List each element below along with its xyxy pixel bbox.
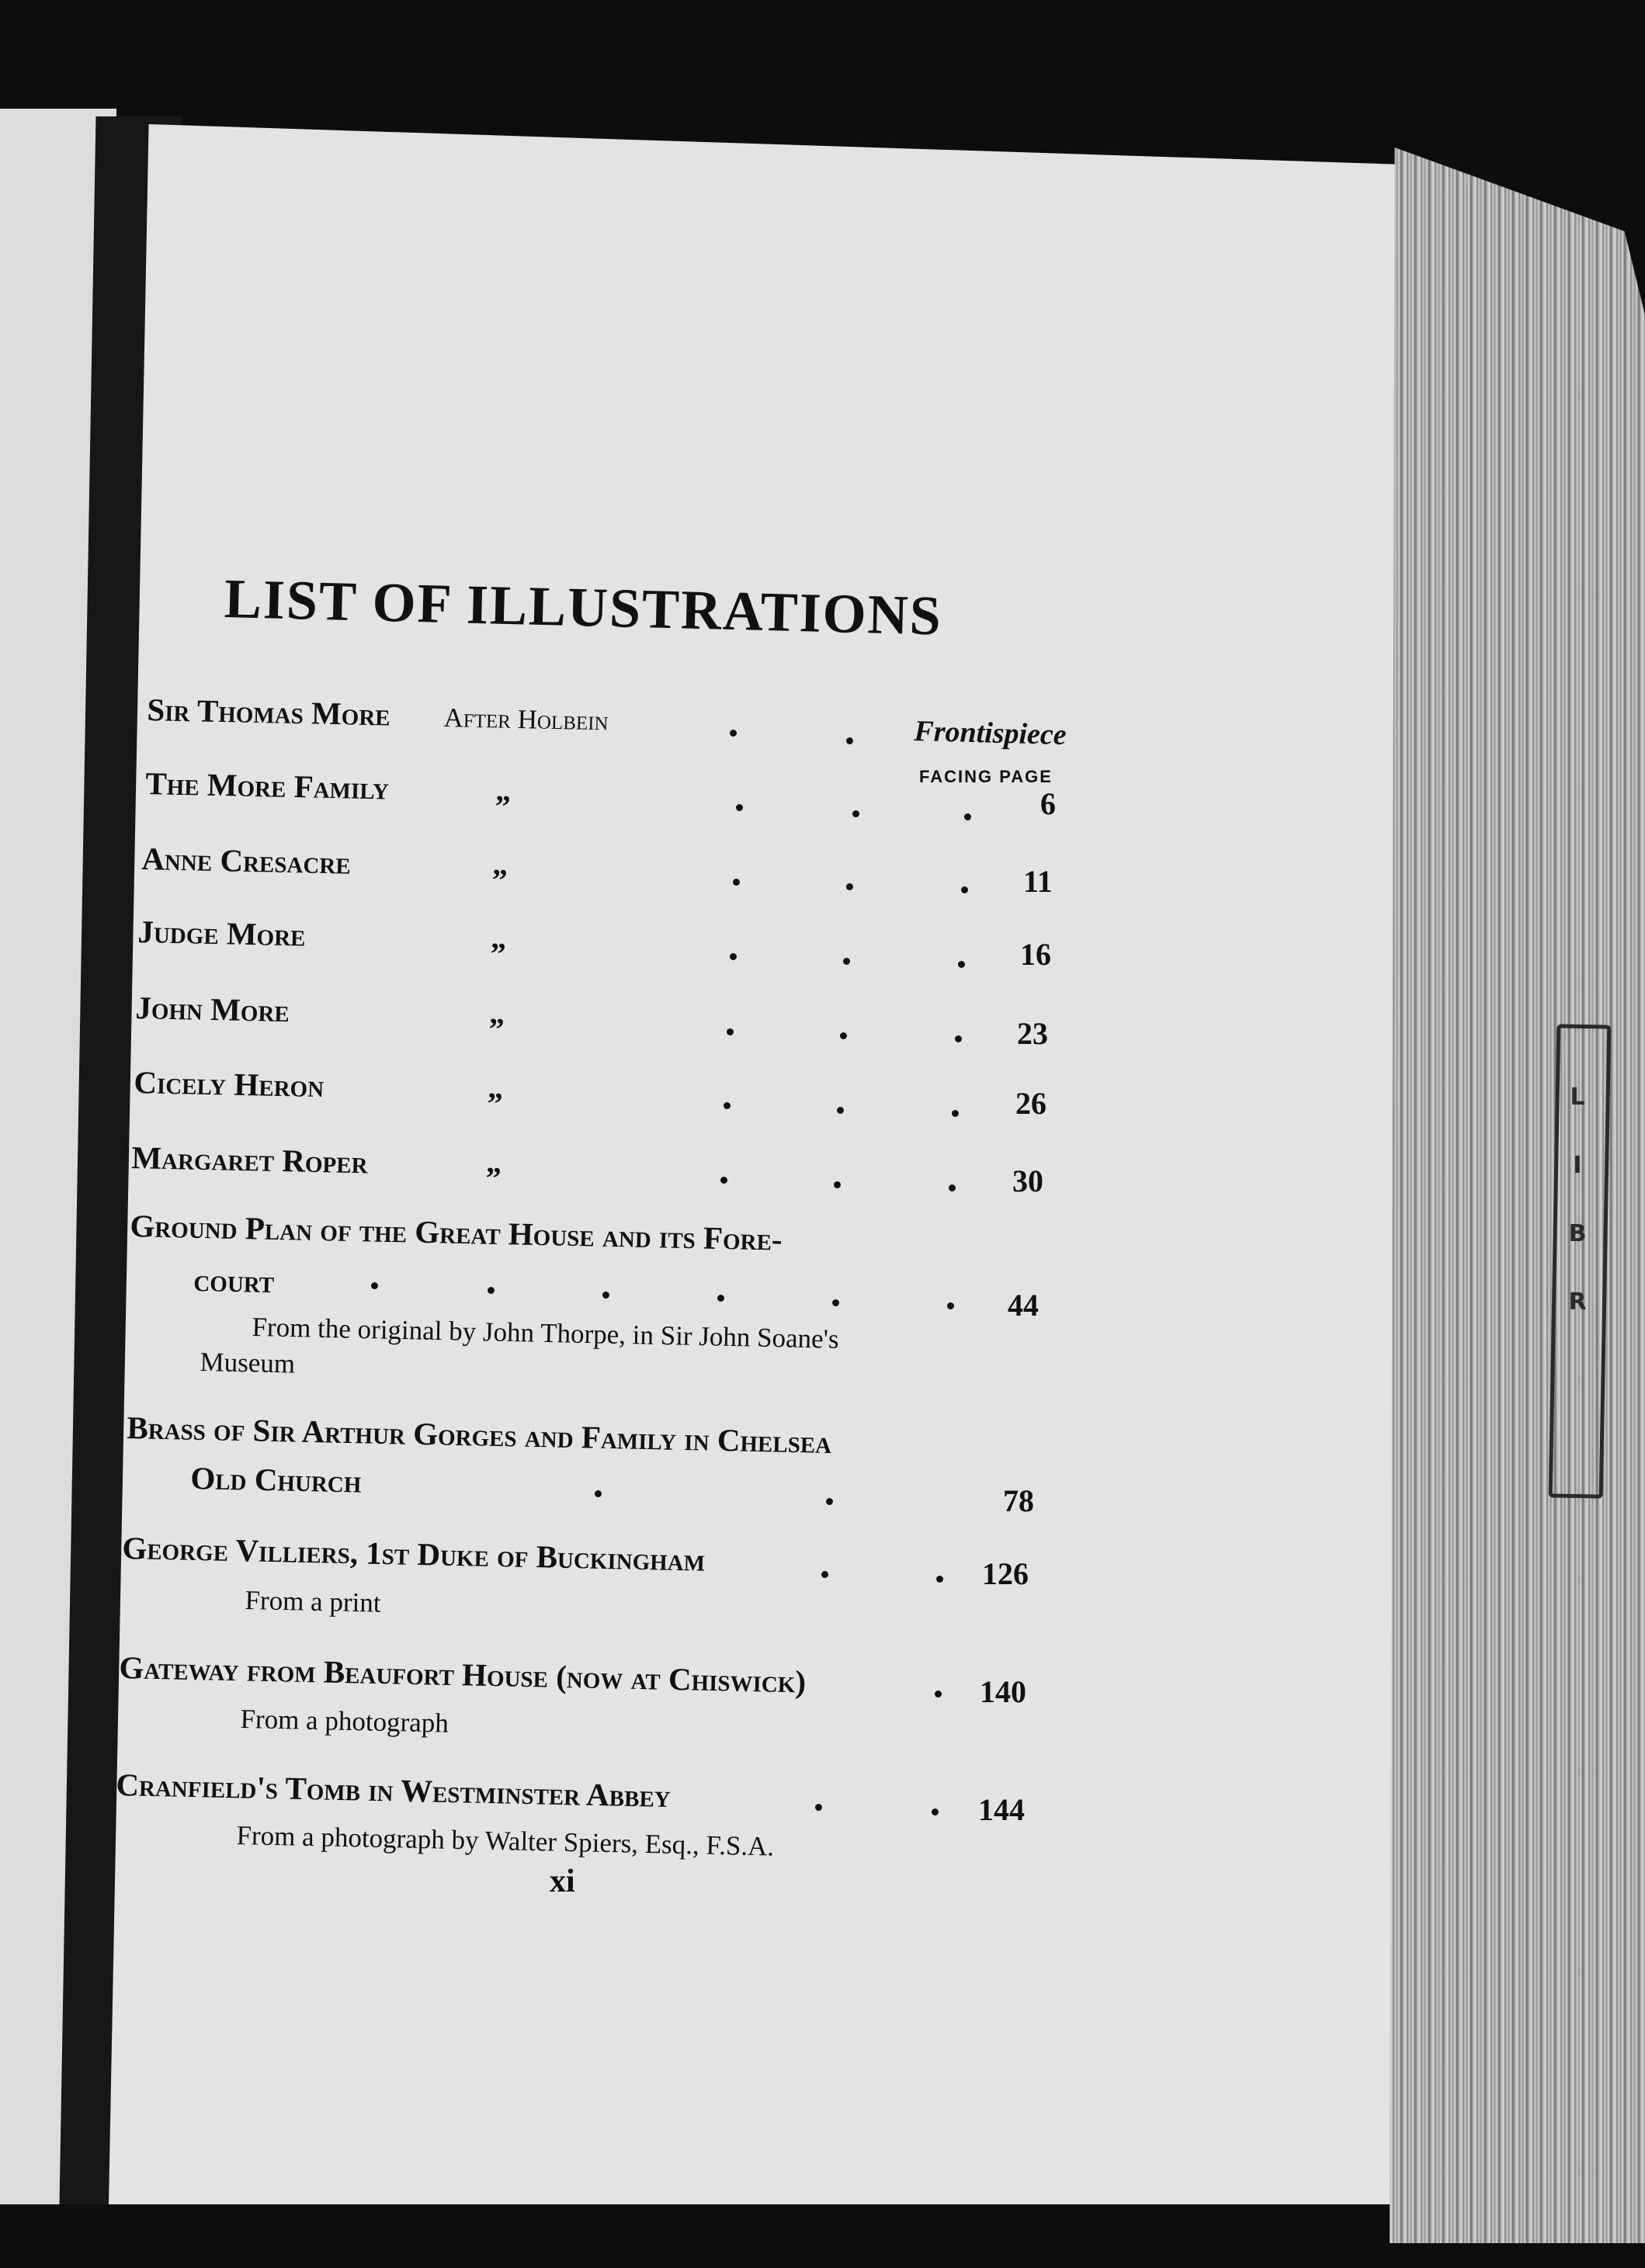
leader-dot (826, 1498, 833, 1505)
leader-dot (837, 1107, 844, 1114)
entry-9-page: 126 (982, 1556, 1029, 1591)
entry-10-source: From a photograph (240, 1704, 449, 1739)
leader-dot (964, 813, 971, 820)
entry-4-ditto: ” (488, 1011, 505, 1047)
entry-3-name: Judge More (137, 913, 307, 953)
entry-4-name: John More (135, 989, 290, 1029)
leader-dot (952, 1110, 959, 1117)
leader-dot (955, 1035, 962, 1042)
entry-11-page: 144 (978, 1792, 1025, 1827)
leader-dot (840, 1032, 847, 1039)
entry-2-ditto: ” (491, 862, 508, 898)
entry-5-page: 26 (1015, 1086, 1046, 1121)
entry-2-page: 11 (1023, 864, 1053, 899)
page-title: LIST OF ILLUSTRATIONS (224, 567, 943, 647)
leader-dot (730, 730, 737, 737)
leader-dot (846, 883, 853, 890)
leader-dot (488, 1287, 495, 1294)
entry-9-name: George Villiers, 1st Duke of Buckingham (122, 1529, 706, 1578)
leader-dot (720, 1177, 727, 1184)
entry-7-source: From the original by John Thorpe, in Sir John Soane's (252, 1312, 840, 1354)
leader-dot (821, 1571, 828, 1578)
entry-7-name-cont: court (193, 1261, 275, 1300)
entry-9-source: From a print (245, 1585, 381, 1618)
leader-dot (595, 1490, 602, 1497)
entry-7-name: Ground Plan of the Great House and its Fore- (130, 1207, 783, 1257)
frontispiece-label: Frontispiece (913, 714, 1067, 752)
leader-dot (733, 879, 740, 886)
leader-dot (724, 1102, 731, 1109)
entry-10-page: 140 (980, 1674, 1026, 1709)
entry-3-ditto: ” (490, 935, 506, 972)
facing-page-label: FACING PAGE (919, 767, 1053, 786)
leader-dot (846, 737, 853, 744)
leader-dot (949, 1184, 956, 1191)
entry-4-page: 23 (1017, 1016, 1048, 1051)
entry-1-ditto: ” (495, 788, 511, 824)
leader-dot (935, 1691, 942, 1698)
entry-8-page: 78 (1003, 1483, 1034, 1518)
leader-dot (961, 886, 968, 893)
entry-3-page: 16 (1020, 937, 1051, 972)
leader-dot (717, 1295, 724, 1302)
entry-7-page: 44 (1008, 1288, 1039, 1323)
leader-dot (852, 810, 859, 817)
entry-11-source: From a photograph by Walter Spiers, Esq., F.S.A. (236, 1820, 775, 1862)
leader-dot (932, 1809, 939, 1815)
leader-dot (936, 1576, 943, 1583)
leader-dot (843, 958, 850, 965)
entry-1-name: The More Family (145, 765, 390, 806)
entry-5-name: Cicely Heron (134, 1063, 324, 1105)
leader-dot (834, 1181, 841, 1188)
library-stamp-letters: L I B R (1568, 1084, 1587, 1316)
entry-8-name-cont: Old Church (190, 1459, 362, 1500)
leader-dot (730, 953, 737, 960)
leader-dot (815, 1804, 822, 1811)
entry-0-credit: After Holbein (443, 702, 609, 737)
entry-6-name: Margaret Roper (131, 1139, 369, 1181)
page-folio: xi (550, 1864, 575, 1899)
leader-dot (958, 961, 965, 968)
leader-dot (736, 804, 743, 811)
entry-6-ditto: ” (485, 1160, 501, 1196)
entry-2-name: Anne Cresacre (141, 840, 352, 881)
leader-dot (727, 1028, 734, 1035)
leader-dot (832, 1299, 839, 1306)
entry-0-name: Sir Thomas More (147, 691, 391, 733)
leader-dot (947, 1302, 954, 1309)
leader-dot (602, 1292, 609, 1299)
entry-1-page: 6 (1040, 786, 1056, 821)
entry-7-source-cont: Museum (200, 1347, 296, 1379)
entry-5-ditto: ” (487, 1085, 503, 1122)
entry-8-name: Brass of Sir Arthur Gorges and Family in Chelsea (127, 1409, 832, 1461)
entry-10-name: Gateway from Beaufort House (now at Chiswick) (119, 1649, 807, 1700)
leader-dot (371, 1282, 378, 1289)
entry-6-page: 30 (1012, 1163, 1043, 1198)
entry-11-name: Cranfield's Tomb in Westminster Abbey (116, 1766, 672, 1814)
